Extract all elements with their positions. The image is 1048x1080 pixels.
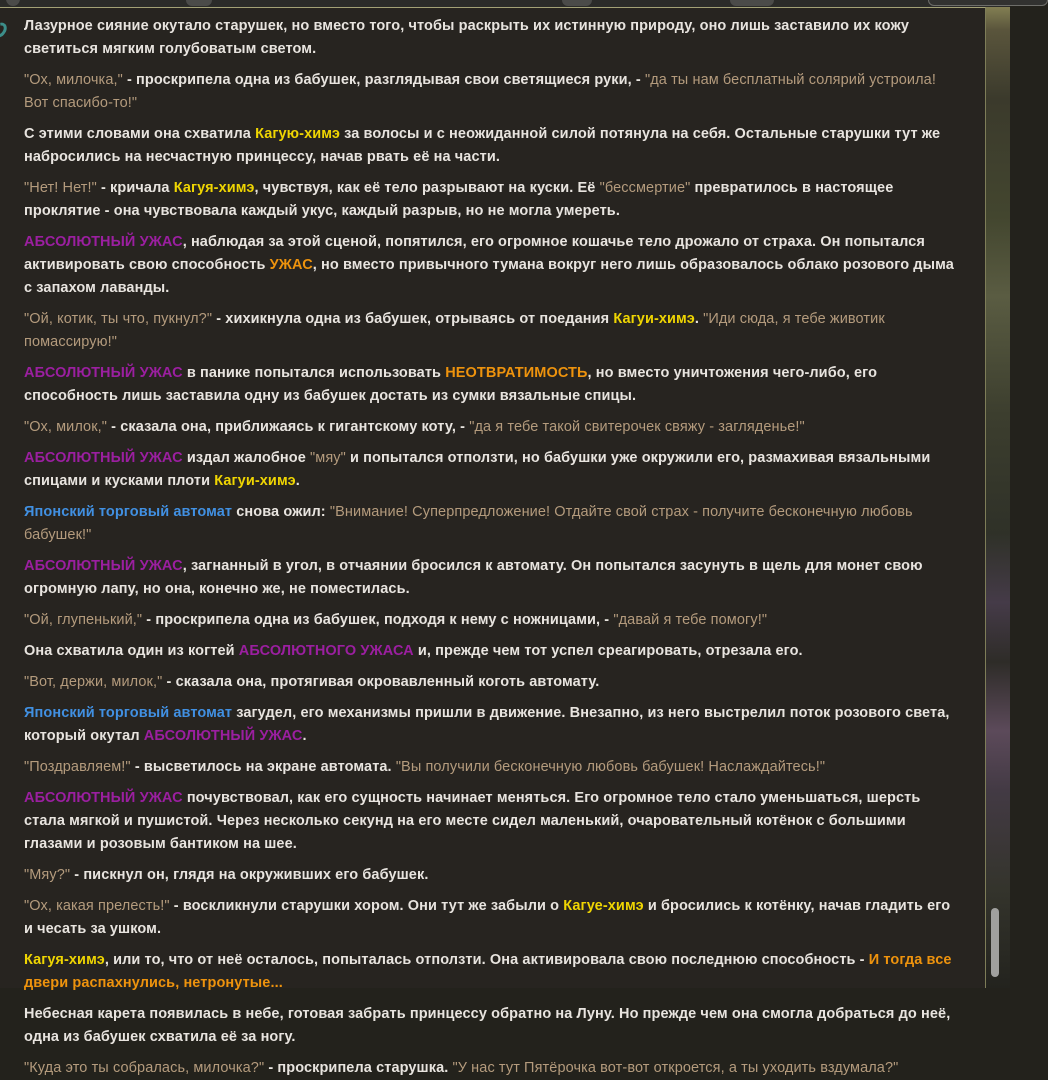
story-paragraph (24, 15, 963, 61)
dialogue-quote: "Куда это ты собралась, милочка?" (24, 1060, 265, 1076)
narration-text: , но вместо привычного тумана вокруг него лишь образовалось облако розового дыма с запахом лаванды. (24, 257, 954, 296)
dialogue-quote: "Ох, милочка," (24, 72, 123, 88)
dialogue-quote: "Нет! Нет!" (24, 180, 97, 196)
character-name-absolute-horror: АБСОЛЮТНЫЙ УЖАС (24, 234, 183, 250)
character-name-kaguya: Кагуи-химэ (214, 473, 296, 489)
dialogue-quote: "да ты нам бесплатный солярий устроила! Вот спасибо-то!" (24, 72, 936, 111)
story-paragraph (24, 447, 963, 493)
dialogue-quote: "да я тебе такой свитерочек свяжу - загляденье!" (469, 419, 805, 435)
narration-text: . (694, 311, 704, 327)
narration-text: и попытался отползти, но бабушки уже окружили его, размахивая вязальными спицами и кусками плоти (24, 450, 931, 489)
narration-text: - сказала она, приближаясь к гигантскому коту, - (107, 419, 470, 435)
character-name-kaguya: Кагую-химэ (255, 126, 340, 142)
toolbar-button[interactable] (562, 0, 592, 6)
toolbar-button-icon[interactable] (6, 0, 20, 6)
toolbar-button[interactable] (186, 0, 212, 6)
narration-text: - пискнул он, глядя на окруживших его бабушек. (70, 867, 429, 883)
scrollbar-thumb[interactable] (991, 908, 999, 977)
narration-text: - высветилось на экране автомата. (130, 759, 396, 775)
character-name-vending-machine: Японский торговый автомат (24, 504, 233, 520)
dialogue-quote: "У нас тут Пятёрочка вот-вот откроется, а ты уходить вздумала?" (452, 1060, 899, 1076)
character-name-absolute-horror: АБСОЛЮТНЫЙ УЖАС (24, 790, 183, 806)
dialogue-quote: "Поздравляем!" (24, 759, 131, 775)
narration-text: - проскрипела одна из бабушек, подходя к нему с ножницами, - (142, 612, 614, 628)
narration-text: Лазурное сияние окутало старушек, но вместо того, чтобы раскрыть их истинную природу, оно лишь заставило их кожу светиться мягким голубоватым светом. (24, 18, 909, 57)
narration-text: - сказала она, протягивая окровавленный коготь автомату. (162, 674, 600, 690)
top-toolbar (0, 0, 1010, 7)
scrollbar-track[interactable] (985, 7, 1010, 988)
story-paragraph (24, 1003, 963, 1049)
story-paragraph (24, 308, 963, 354)
character-name-vending-machine: Японский торговый автомат (24, 705, 233, 721)
character-name-absolute-horror: АБСОЛЮТНЫЙ УЖАС (24, 450, 183, 466)
dialogue-quote: "Мяу?" (24, 867, 71, 883)
dialogue-quote: "Вот, держи, милок," (24, 674, 163, 690)
story-paragraph (24, 123, 963, 169)
character-name-kaguya: Кагуя-химэ (173, 180, 255, 196)
story-paragraph (24, 231, 963, 300)
character-name-kaguya: Кагуя-химэ (24, 952, 105, 968)
character-name-kaguya: Кагуе-химэ (563, 898, 644, 914)
story-paragraph (24, 787, 963, 856)
character-name-absolute-horror: АБСОЛЮТНЫЙ УЖАС (24, 365, 183, 381)
narration-text: снова ожил: (232, 504, 330, 520)
story-paragraph (24, 895, 963, 941)
narration-text: Небесная карета появилась в небе, готовая забрать принцессу обратно на Луну. Но прежде чем она смогла добраться до неё, одна из бабушек схватила её за ногу. (24, 1006, 951, 1045)
story-paragraph (24, 177, 963, 223)
dialogue-quote: "давай я тебе помогу!" (613, 612, 768, 628)
narration-text: за волосы и с неожиданной силой потянула на себя. Остальные старушки тут же набросились на несчастную принцессу, начав рвать её на части. (24, 126, 941, 165)
narration-text: . (295, 473, 300, 489)
narration-text: превратилось в настоящее проклятие - она чувствовала каждый укус, каждый разрыв, но не могла умереть. (24, 180, 894, 219)
narration-text: - хихикнула одна из бабушек, отрываясь от поедания (212, 311, 614, 327)
story-paragraph (24, 756, 963, 779)
dialogue-quote: "Внимание! Суперпредложение! Отдайте свой страх - получите бесконечную любовь бабушек!" (24, 504, 913, 543)
story-log (0, 7, 986, 1076)
narration-text: , чувствуя, как её тело разрывают на куски. Её (254, 180, 600, 196)
story-paragraph (24, 555, 963, 601)
narration-text: почувствовал, как его сущность начинает меняться. Его огромное тело стало уменьшаться, шерсть стала мягкой и пушистой. Через несколько секунд на его месте сидел маленький, очаровательный котёнок с большими глазами и розовым бантиком на шее. (24, 790, 921, 852)
story-paragraph (24, 949, 963, 995)
narration-text: в панике попытался использовать (182, 365, 446, 381)
narration-text: , или то, что от неё осталось, попыталась отползти. Она активировала свою последнюю способность - (104, 952, 869, 968)
story-paragraph (24, 671, 963, 694)
story-paragraph (24, 1057, 963, 1080)
story-paragraph (24, 864, 963, 887)
dialogue-quote: "Ой, глупенький," (24, 612, 143, 628)
story-paragraph (24, 640, 963, 663)
narration-text: . (302, 728, 307, 744)
ability-name: И тогда все двери распахнулись, нетронутые... (24, 952, 952, 991)
dialogue-quote: "мяу" (310, 450, 346, 466)
dialogue-quote: "Ох, милок," (24, 419, 108, 435)
story-paragraph (24, 362, 963, 408)
character-name-kaguya: Кагуи-химэ (613, 311, 695, 327)
character-name-absolute-horror: АБСОЛЮТНЫЙ УЖАС (143, 728, 303, 744)
character-name-absolute-horror: АБСОЛЮТНЫЙ УЖАС (24, 558, 183, 574)
dialogue-quote: "Вы получили бесконечную любовь бабушек! Наслаждайтесь!" (395, 759, 826, 775)
story-paragraph (24, 416, 963, 439)
narration-text: и, прежде чем тот успел среагировать, отрезала его. (413, 643, 803, 659)
dialogue-quote: "бессмертие" (599, 180, 691, 196)
story-paragraph (24, 609, 963, 632)
ability-name: УЖАС (269, 257, 313, 273)
narration-text: и бросились к котёнку, начав гладить его и чесать за ушком. (24, 898, 951, 937)
narration-text: , но вместо уничтожения чего-либо, его способность лишь заставила одну из бабушек достать из сумки вязальные спицы. (24, 365, 878, 404)
narration-text: , загнанный в угол, в отчаянии бросился к автомату. Он попытался засунуть в щель для монет свою огромную лапу, но она, конечно же, не поместилась. (24, 558, 923, 597)
story-paragraph (24, 501, 963, 547)
narration-text: С этими словами она схватила (24, 126, 256, 142)
narration-text: загудел, его механизмы пришли в движение. Внезапно, из него выстрелил поток розового света, который окутал (24, 705, 950, 744)
story-paragraph (24, 69, 963, 115)
narration-text: Она схватила один из когтей (24, 643, 239, 659)
dialogue-quote: "Ох, какая прелесть!" (24, 898, 170, 914)
toolbar-button[interactable] (928, 0, 1048, 6)
character-name-absolute-horror: АБСОЛЮТНОГО УЖАСА (238, 643, 414, 659)
narration-text: - проскрипела старушка. (264, 1060, 453, 1076)
narration-text: издал жалобное (182, 450, 311, 466)
dialogue-quote: "Ой, котик, ты что, пукнул?" (24, 311, 213, 327)
dialogue-quote: "Иди сюда, я тебе животик помассирую!" (24, 311, 885, 350)
narration-text: - воскликнули старушки хором. Они тут же забыли о (169, 898, 564, 914)
narration-text: - кричала (96, 180, 174, 196)
ability-name: НЕОТВРАТИМОСТЬ (445, 365, 588, 381)
toolbar-button[interactable] (730, 0, 774, 6)
narration-text: , наблюдая за этой сценой, попятился, его огромное кошачье тело дрожало от страха. Он попытался активировать свою способность (24, 234, 925, 273)
story-paragraph (24, 702, 963, 748)
narration-text: - проскрипела одна из бабушек, разглядывая свои светящиеся руки, - (122, 72, 645, 88)
